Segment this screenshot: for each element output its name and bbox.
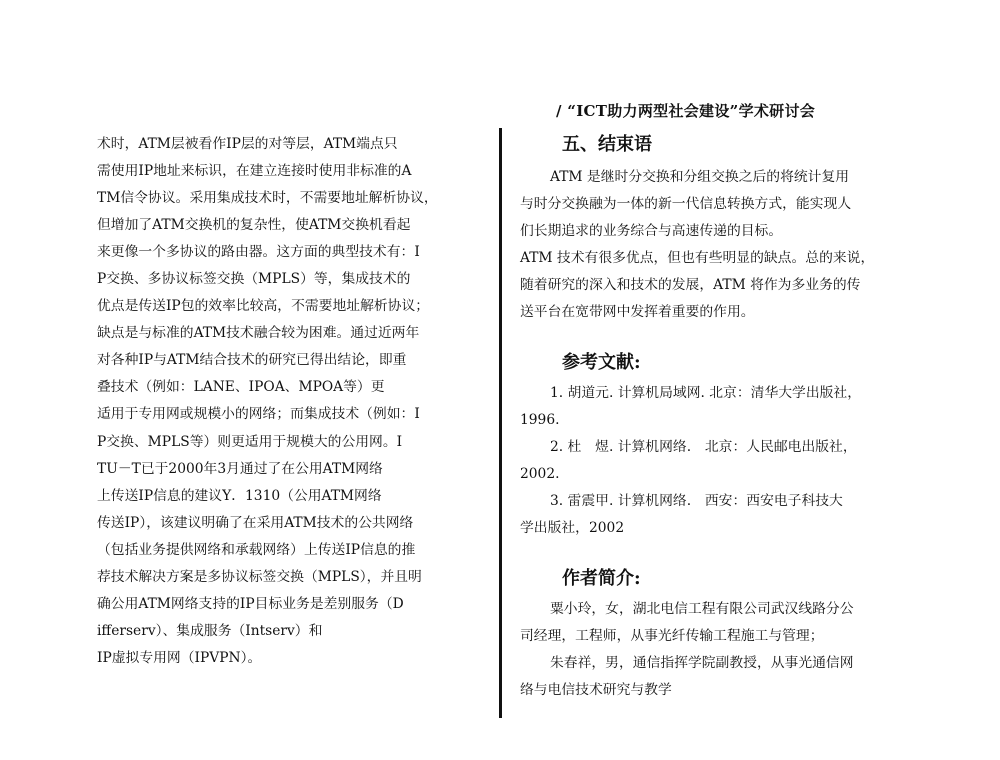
body-line: 需使用IP地址来标识，在建立连接时使用非标准的A	[97, 163, 412, 180]
authors-heading: 作者简介:	[562, 568, 641, 589]
author-line: 朱春祥，男，通信指挥学院副教授，从事光通信网	[550, 655, 854, 671]
reference-line: 2. 杜 煜. 计算机网络. 北京：人民邮电出版社，	[550, 439, 857, 455]
left-column	[97, 131, 487, 672]
body-line: 优点是传送IP包的效率比较高，不需要地址解析协议；	[97, 298, 430, 315]
body-line: 缺点是与标准的ATM技术融合较为困难。通过近两年	[97, 325, 420, 342]
body-line: IP虚拟专用网（IPVPN）。	[97, 649, 262, 666]
author-line: 粟小玲，女，湖北电信工程有限公司武汉线路分公	[550, 601, 854, 617]
body-line: 荐技术解决方案是多协议标签交换（MPLS），并且明	[97, 568, 422, 585]
reference-line: 1996.	[520, 412, 560, 428]
conclusion-line: 随着研究的深入和技术的发展，ATM 将作为多业务的传	[520, 277, 861, 293]
body-line: 术时，ATM层被看作IP层的对等层，ATM端点只	[97, 136, 398, 152]
author-line: 络与电信技术研究与教学	[520, 682, 672, 698]
references-heading: 参考文献:	[562, 352, 641, 373]
body-line: 适用于专用网或规模小的网络；而集成技术（例如：I	[97, 406, 420, 423]
conclusion-line: ATM 是继时分交换和分组交换之后的将统计复用	[550, 169, 850, 185]
right-column	[520, 132, 915, 704]
body-line: 但增加了ATM交换机的复杂性，使ATM交换机看起	[97, 217, 411, 234]
reference-line: 1. 胡道元. 计算机局域网. 北京：清华大学出版社，	[550, 385, 862, 401]
running-header: / “ICT助力两型社会建设”学术研讨会	[556, 102, 816, 120]
reference-line: 学出版社，2002	[520, 520, 625, 536]
body-line: 上传送IP信息的建议Y．1310（公用ATM网络	[97, 487, 382, 504]
body-line: 来更像一个多协议的路由器。这方面的典型技术有：I	[97, 244, 420, 261]
conclusion-line: 们长期追求的业务综合与高速传递的目标。	[520, 223, 783, 239]
body-line: （包括业务提供网络和承载网络）上传送IP信息的推	[97, 541, 416, 558]
conclusion-line: 与时分交换融为一体的新一代信息转换方式，能实现人	[520, 196, 852, 212]
conclusion-line: 送平台在宽带网中发挥着重要的作用。	[520, 304, 755, 320]
body-line: TU－T已于2000年3月通过了在公用ATM网络	[97, 460, 383, 477]
body-line: P交换、MPLS等）则更适用于规模大的公用网。I	[97, 433, 403, 450]
reference-line: 3. 雷震甲. 计算机网络. 西安：西安电子科技大	[550, 493, 843, 509]
column-divider	[499, 128, 502, 718]
body-line: TM信令协议。采用集成技术时，不需要地址解析协议，	[97, 190, 438, 207]
conclusion-line: ATM 技术有很多优点，但也有些明显的缺点。总的来说，	[520, 250, 875, 266]
body-line: P交换、多协议标签交换（MPLS）等，集成技术的	[97, 271, 411, 288]
body-line: 叠技术（例如：LANE、IPOA、MPOA等）更	[97, 379, 385, 396]
reference-line: 2002.	[520, 466, 560, 482]
conclusion-heading: 五、结束语	[562, 134, 652, 155]
body-line: ifferserv）、集成服务（Intserv）和	[97, 622, 323, 639]
section-gap	[520, 542, 915, 562]
body-line: 对各种IP与ATM结合技术的研究已得出结论，即重	[97, 352, 407, 369]
author-line: 司经理，工程师，从事光纤传输工程施工与管理；	[520, 628, 824, 644]
section-gap	[520, 326, 915, 346]
body-line: 传送IP），该建议明确了在采用ATM技术的公共网络	[97, 514, 414, 531]
body-line: 确公用ATM网络支持的IP目标业务是差别服务（D	[97, 595, 404, 612]
